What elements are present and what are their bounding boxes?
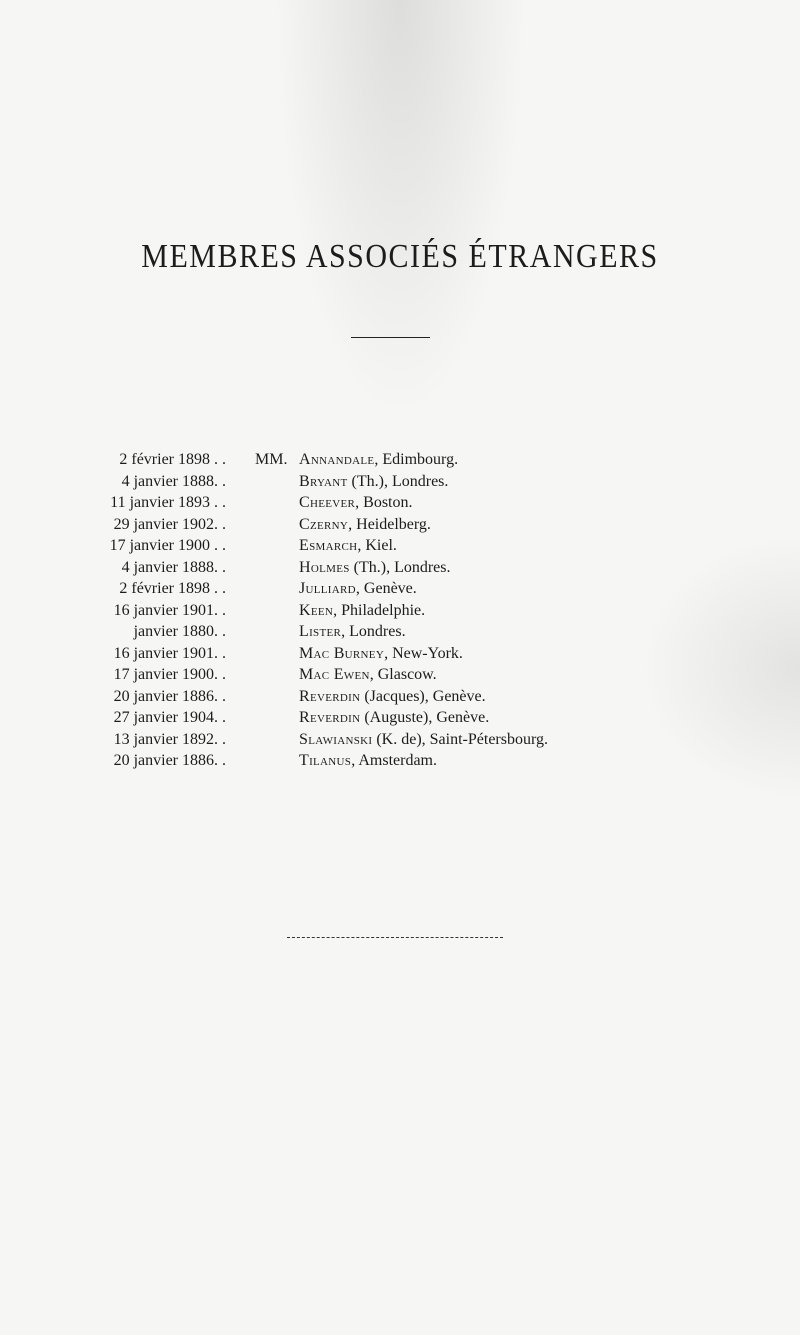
member-name [299, 451, 458, 469]
member-details: , Heidelberg. [348, 515, 431, 533]
member-date: 2 février 1898 . [119, 580, 218, 597]
member-details: , Amsterdam. [351, 752, 437, 769]
member-date: 11 janvier 1893 . [110, 494, 218, 511]
member-name [299, 473, 448, 491]
leader-dots: . [222, 644, 229, 662]
member-row [0, 580, 800, 602]
page-title: MEMBRES ASSOCIÉS ÉTRANGERS [141, 238, 659, 275]
honorific-prefix: MM. [255, 451, 288, 468]
member-details: (Jacques), Genève. [360, 687, 486, 705]
member-date: 4 janvier 1888. [121, 558, 218, 576]
leader-dots: . [222, 709, 229, 726]
member-details: , Londres. [341, 623, 406, 640]
member-name [299, 752, 437, 770]
member-name [299, 537, 397, 555]
member-row [0, 731, 800, 753]
member-row [0, 645, 800, 667]
member-surname: Mac Ewen [299, 666, 370, 683]
member-date: 17 janvier 1900. [113, 666, 218, 683]
leader-dots: . [222, 601, 229, 619]
member-surname: Slawianski [299, 730, 373, 748]
member-row [0, 688, 800, 710]
member-surname: Holmes [299, 558, 350, 576]
leader-dots: . [222, 752, 229, 769]
member-surname: Lister [299, 623, 342, 640]
member-surname: Reverdin [299, 687, 361, 705]
member-date: 20 janvier 1886. [113, 752, 218, 769]
member-name [299, 623, 406, 641]
member-surname: Esmarch [299, 537, 358, 554]
member-details: , Edimbourg. [374, 451, 459, 468]
leader-dots: . [222, 623, 229, 640]
leader-dots: . [222, 472, 229, 490]
member-date: 4 janvier 1888. [121, 472, 218, 490]
member-date: 2 février 1898 . [119, 451, 218, 468]
member-row [0, 602, 800, 624]
member-date: 27 janvier 1904. [113, 709, 218, 726]
leader-dots: . [222, 494, 229, 511]
member-name [299, 494, 413, 512]
member-surname: Reverdin [299, 709, 361, 726]
leader-dots: . [222, 580, 229, 597]
member-surname: Julliard [299, 580, 356, 597]
member-name [299, 645, 463, 663]
member-name [299, 709, 489, 727]
member-date: 16 janvier 1901. [113, 601, 218, 619]
member-details: , New-York. [384, 644, 463, 662]
member-surname: Czerny [299, 515, 349, 533]
member-row [0, 537, 800, 559]
member-surname: Bryant [299, 472, 348, 490]
member-row [0, 709, 800, 731]
member-surname: Mac Burney [299, 644, 385, 662]
member-details: (Th.), Londres. [347, 472, 449, 490]
leader-dots: . [222, 666, 229, 683]
member-date: 20 janvier 1886. [113, 687, 218, 705]
member-date: janvier 1880. [133, 623, 218, 640]
title-divider [351, 337, 430, 338]
member-name [299, 666, 437, 684]
member-surname: Tilanus [299, 752, 352, 769]
member-name [299, 602, 425, 620]
member-details: , Genève. [355, 580, 417, 597]
end-divider [287, 937, 503, 938]
member-name [299, 731, 548, 749]
member-name [299, 559, 451, 577]
member-details: (Auguste), Genève. [360, 709, 490, 726]
member-surname: Annandale [299, 451, 375, 468]
leader-dots: . [222, 687, 229, 705]
member-date: 17 janvier 1900 . [109, 537, 218, 554]
member-row [0, 494, 800, 516]
leader-dots: . [222, 515, 229, 533]
member-row [0, 451, 800, 473]
member-surname: Cheever [299, 494, 356, 511]
member-details: (Th.), Londres. [349, 558, 451, 576]
leader-dots: . [222, 451, 229, 468]
member-details: , Kiel. [357, 537, 397, 554]
member-details: (K. de), Saint-Pétersbourg. [372, 730, 549, 748]
member-row [0, 666, 800, 688]
member-details: , Philadelphie. [333, 601, 426, 619]
member-date: 13 janvier 1892. [113, 730, 218, 748]
leader-dots: . [222, 730, 229, 748]
member-row [0, 623, 800, 645]
member-details: , Boston. [355, 494, 413, 511]
member-surname: Keen [299, 601, 334, 619]
member-row [0, 752, 800, 774]
leader-dots: . [222, 558, 229, 576]
member-name [299, 580, 417, 598]
member-date: 16 janvier 1901. [113, 644, 218, 662]
member-row [0, 516, 800, 538]
member-row [0, 559, 800, 581]
member-name [299, 516, 431, 534]
member-row [0, 473, 800, 495]
member-details: , Glascow. [369, 666, 437, 683]
leader-dots: . [222, 537, 229, 554]
member-date: 29 janvier 1902. [113, 515, 218, 533]
member-list [0, 451, 800, 774]
member-name [299, 688, 486, 706]
